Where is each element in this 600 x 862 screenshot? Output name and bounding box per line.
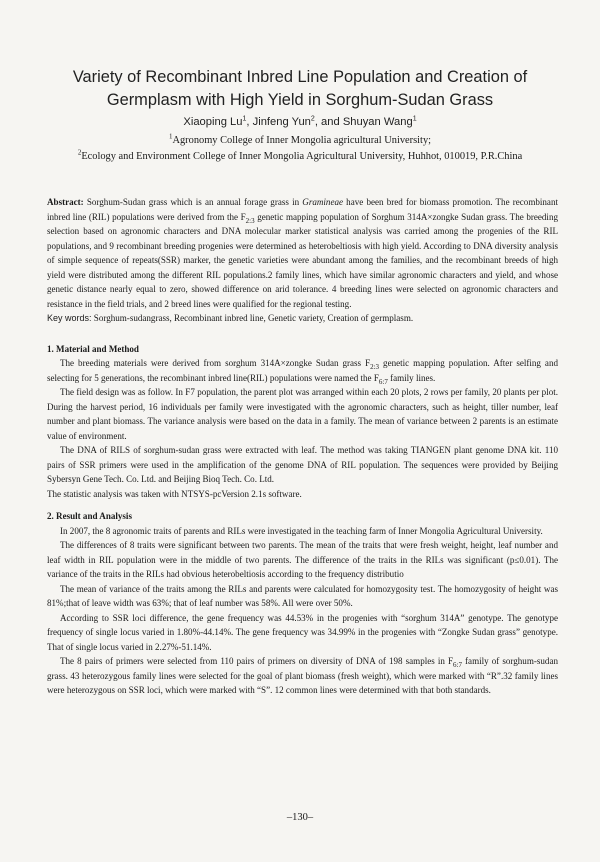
section-heading-2: 2. Result and Analysis — [47, 511, 132, 521]
paragraph: The DNA of RILS of sorghum-sudan grass were extracted with leaf. The method was taking TIANGEN plant genome DNA kit. 110 pairs of SSR primers were used in the amplification of the genome DNA of RIL population. The sequences were provided by Beijing Sybersyn Gene Tech. Co. Ltd. and Beijing Bioq Tech. Co. Ltd. — [47, 445, 558, 484]
paragraph-text: family of sorghum-sudan grass. 43 heterozygous family lines were selected for the goal of plant biomass (fresh weight), which were marked with “R”.32 family lines were heterozygous on SSR loci, which were marked with “S”. 12 common lines were determined with that both standards. — [47, 656, 558, 695]
subscript: 6:7 — [453, 660, 462, 669]
paragraph: The field design was as follow. In F7 population, the parent plot was arranged within each 20 plots, 2 rows per family, 20 plants per plot. During the harvest period, 16 individuals per family were investigated with the agronomic characters, such as height, tiller number, leaf number and plant biomass. The variance analysis were based on the data in a family. The mean of variance between 2 parents is an estimate value of environment. — [47, 387, 558, 441]
abstract-text: have been bred for biomass promotion. The recombinant inbred line (RIL) populations were derived from the F — [47, 197, 558, 222]
author-name: Jinfeng Yun — [252, 116, 311, 128]
affiliation-2 — [0, 148, 600, 162]
author-affiliation-mark: 2 — [310, 115, 315, 123]
paragraph-text: genetic mapping population. After selfing and selecting for 5 generations, the recombinant inbred line(RIL) populations were named the F — [47, 358, 558, 383]
abstract-text: Sorghum-Sudan grass which is an annual forage grass in — [83, 197, 303, 207]
paragraph: The mean of variance of the traits among the RILs and parents were calculated for homozygosity test. The homozygosity of height was 81%;that of leave width was 63%; that of leaf number was 58%. All were over 50%. — [47, 583, 558, 608]
keywords-text: Sorghum-sudangrass, Recombinant inbred line, Genetic variety, Creation of germplasm. — [91, 313, 414, 323]
paragraph: In 2007, the 8 agronomic traits of parents and RILs were investigated in the teaching farm of Inner Mongolia Agricultural University. — [60, 525, 543, 536]
author-affiliation-mark: 1 — [412, 115, 417, 123]
abstract-label: Abstract: — [47, 197, 84, 207]
keywords-label: Key words: — [47, 313, 92, 323]
paragraph: The differences of 8 traits were significant between two parents. The mean of the traits that were fresh weight, height, leaf number and leaf width in RIL population were in the middle of two parents. The difference of the traits in the RILs was significant (p≤0.01). The variance of the traits in the RILs had obvious heterobeltiosis according to the frequency distributio — [47, 540, 558, 579]
paragraph: According to SSR loci difference, the gene frequency was 44.53% in the progenies with “sorghum 314A” genotype. The genotype frequency of single locus varied in 1.80%-44.14%. The gene frequency was 34.99% in the progenies with “Zongke Sudan grass” genotype. That of single locus varied in 2.27%-51.14%. — [47, 612, 558, 652]
author-list — [0, 116, 600, 128]
author-separator: , and — [314, 116, 343, 128]
affiliation-mark: 1 — [168, 132, 173, 141]
affiliation-mark: 2 — [77, 148, 82, 157]
subscript: 6:7 — [378, 377, 388, 386]
affiliation-1 — [0, 132, 600, 146]
affiliation-text: Ecology and Environment College of Inner Mongolia Agricultural University, Huhhot, 010019, P.R.China — [81, 151, 523, 162]
paragraph-text: family lines. — [387, 372, 436, 383]
title-line-2: Germplasm with High Yield in Sorghum-Sudan Grass — [106, 91, 494, 109]
paragraph-text: The breeding materials were derived from sorghum 314A×zongke Sudan grass F — [60, 358, 371, 368]
page-number: –130– — [286, 812, 314, 823]
abstract-subscript: 2:3 — [245, 216, 255, 225]
author-name: Shuyan Wang — [342, 116, 413, 128]
author-separator: , — [246, 116, 253, 128]
paper-title — [40, 66, 560, 112]
abstract-italic-term: Gramineae — [302, 197, 343, 207]
author-affiliation-mark: 1 — [242, 115, 247, 123]
abstract-text: genetic mapping population of Sorghum 314A×zongke Sudan grass. The breeding selection based on agronomic characters and DNA molecular marker statistical analysis was carried among the progenies of the RIL populations, and 9 recombinant breeding progenies were determined as heterobeltiosis with high yield. According to DNA diversity analysis of simple sequence of repeats(SSR) marker, the genetic varieties were abundant among the families, and the recombinant breeds of high yield were distributed among the different RIL populations.2 family lines, which have similar agronomic characters and yield, and whose genetic distance nearly equal to zero, showed difference on arid tolerance. 4 breeding lines were selected on agronomic characters and resistance in the field trials, and 2 breed lines were qualified for the regional testing. — [47, 211, 558, 309]
paragraph-text: The 8 pairs of primers were selected from 110 pairs of primers on diversity of DNA of 198 samples in F — [60, 656, 453, 666]
abstract — [47, 195, 558, 311]
paragraph — [47, 356, 558, 385]
paragraph — [47, 654, 558, 698]
section-heading-1: 1. Material and Method — [47, 343, 139, 354]
paragraph: The statistic analysis was taken with NTSYS-pcVersion 2.1s software. — [47, 488, 302, 499]
paper-body — [47, 195, 558, 698]
affiliation-text: Agronomy College of Inner Mongolia agricultural University; — [172, 135, 432, 146]
author-name: Xiaoping Lu — [183, 116, 243, 128]
title-line-1: Variety of Recombinant Inbred Line Population and Creation of — [72, 68, 528, 86]
keywords — [47, 311, 558, 326]
subscript: 2:3 — [370, 362, 380, 371]
